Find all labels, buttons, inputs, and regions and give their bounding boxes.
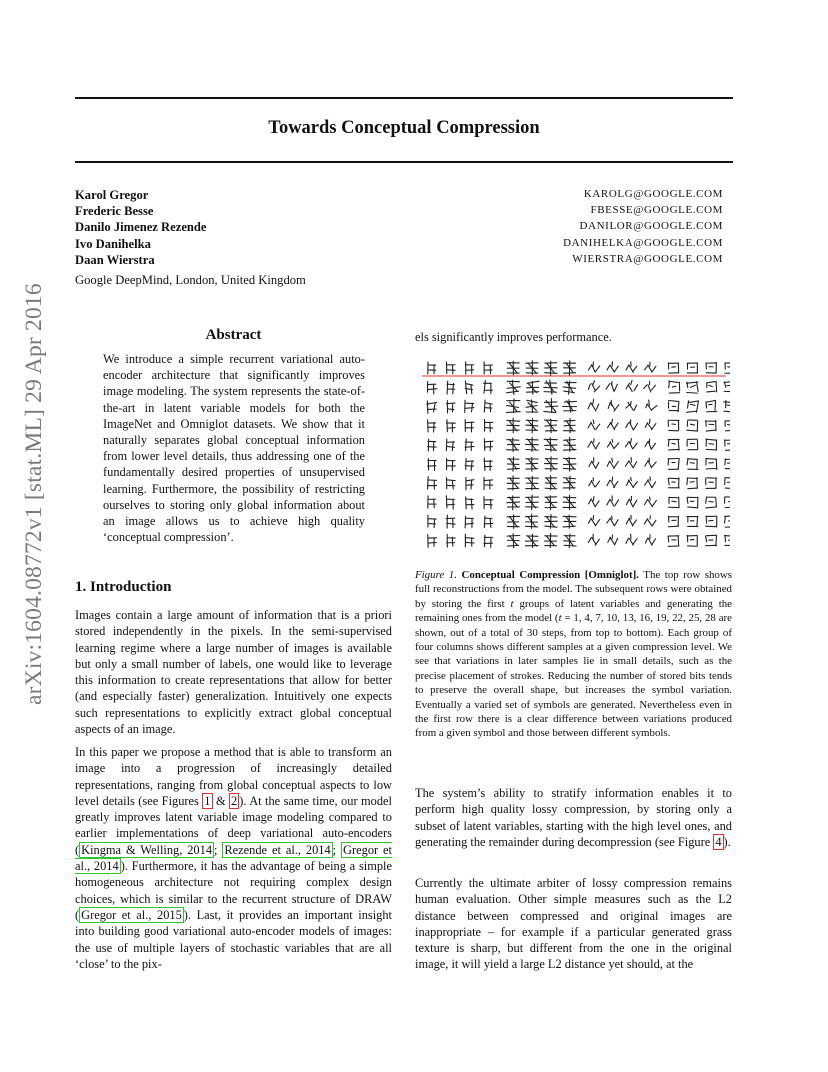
glyph-cell bbox=[668, 458, 679, 469]
citation-link[interactable]: Gregor et al., 2014 bbox=[75, 842, 392, 874]
glyph-cell bbox=[544, 419, 557, 433]
glyph-cell bbox=[484, 362, 492, 374]
glyph-cell bbox=[668, 420, 679, 431]
citation-link[interactable]: Gregor et al., 2015 bbox=[81, 907, 182, 922]
author-row bbox=[75, 204, 735, 220]
glyph-cell bbox=[607, 477, 618, 488]
abstract-heading: Abstract bbox=[205, 327, 262, 343]
glyph-cell bbox=[544, 438, 557, 451]
glyph-cell bbox=[526, 457, 538, 471]
glyph-cell bbox=[607, 516, 618, 526]
glyph-cell bbox=[668, 497, 679, 508]
author-row bbox=[75, 237, 735, 253]
glyph-cell bbox=[447, 381, 455, 394]
glyph-cell bbox=[725, 420, 730, 431]
glyph-cell bbox=[687, 401, 699, 413]
glyph-cell bbox=[645, 419, 656, 430]
glyph-cell bbox=[507, 476, 519, 490]
glyph-cell bbox=[645, 497, 657, 507]
glyph-cell bbox=[645, 458, 656, 468]
glyph-cell bbox=[465, 439, 474, 451]
glyph-cell bbox=[564, 534, 576, 548]
glyph-cell bbox=[588, 534, 599, 545]
glyph-cell bbox=[687, 536, 697, 547]
glyph-cell bbox=[626, 478, 637, 488]
glyph-cell bbox=[706, 439, 717, 450]
glyph-cell bbox=[526, 361, 538, 375]
text-span: ). bbox=[723, 834, 731, 849]
glyph-cell bbox=[428, 459, 437, 471]
glyph-cell bbox=[588, 362, 599, 372]
right-column-continuation: els significantly improves performance. bbox=[415, 330, 612, 344]
glyph-cell bbox=[706, 516, 717, 527]
text-span: The system’s ability to stratify information enables it to perform high quality lossy compression, by storing only a subset of latent variables, starting with the high level ones, and generating the remainder during decompression (see Figure bbox=[415, 786, 732, 849]
glyph-cell bbox=[645, 439, 655, 449]
glyph-cell bbox=[668, 536, 679, 546]
glyph-cell bbox=[465, 381, 472, 394]
glyph-cell bbox=[687, 478, 698, 489]
text-span: ). Furthermore, it has the advantage of being a simple homogeneous architecture not requiring complex design choices, which is similar to the recurrent structure of DRAW ( bbox=[75, 859, 392, 922]
figure-ref-link[interactable]: 2 bbox=[231, 793, 238, 808]
glyph-cell bbox=[588, 420, 600, 430]
glyph-cell bbox=[507, 457, 519, 471]
glyph-cell bbox=[626, 515, 636, 526]
glyph-cell bbox=[484, 400, 492, 412]
glyph-cell bbox=[706, 400, 717, 411]
glyph-cell bbox=[507, 534, 520, 548]
section-heading-introduction: 1. Introduction bbox=[75, 579, 172, 595]
glyph-cell bbox=[645, 535, 655, 545]
glyph-cell bbox=[484, 439, 493, 451]
glyph-cell bbox=[724, 381, 730, 392]
caption-math: = 1, 4, 7, 10, 13, 16, 19, 22, 25, 28 bbox=[561, 612, 716, 625]
glyph-cell bbox=[507, 418, 520, 433]
caption-text: groups of latent variables and generating the remaining ones from the model ( bbox=[415, 597, 732, 625]
glyph-cell bbox=[706, 478, 717, 489]
glyph-cell bbox=[465, 362, 473, 374]
glyph-cell bbox=[724, 516, 730, 527]
affiliation: Google DeepMind, London, United Kingdom bbox=[75, 273, 306, 287]
glyph-cell bbox=[668, 401, 678, 412]
glyph-cell bbox=[563, 476, 575, 490]
glyph-cell bbox=[725, 459, 730, 469]
glyph-cell bbox=[608, 419, 619, 430]
glyph-cell bbox=[428, 362, 436, 374]
glyph-cell bbox=[626, 420, 638, 430]
glyph-cell bbox=[446, 420, 455, 432]
glyph-cell bbox=[446, 515, 455, 528]
glyph-cell bbox=[465, 516, 473, 528]
glyph-cell bbox=[427, 401, 437, 414]
text-span: ). At the same time, our model greatly improves latent variable image modeling compared to earlier implementations of deep variational auto-encoders ( bbox=[75, 793, 392, 857]
glyph-cell bbox=[465, 420, 474, 432]
glyph-cell bbox=[706, 459, 717, 470]
glyph-cell bbox=[607, 458, 618, 468]
glyph-cell bbox=[428, 535, 437, 548]
glyph-cell bbox=[626, 380, 638, 391]
right-paragraph-1 bbox=[415, 785, 732, 850]
glyph-cell bbox=[725, 497, 730, 508]
author-name: Ivo Danihelka bbox=[75, 236, 151, 251]
glyph-cell bbox=[526, 495, 539, 510]
glyph-cell bbox=[626, 362, 637, 372]
glyph-cell bbox=[484, 458, 492, 470]
glyph-cell bbox=[725, 440, 730, 451]
glyph-cell bbox=[507, 496, 520, 510]
glyph-cell bbox=[687, 439, 698, 449]
author-name: Frederic Besse bbox=[75, 204, 154, 219]
title-bottom-rule bbox=[75, 161, 733, 163]
glyph-cell bbox=[607, 439, 618, 448]
glyph-cell bbox=[687, 516, 698, 526]
glyph-cell bbox=[545, 496, 557, 510]
glyph-cell bbox=[645, 362, 656, 372]
author-row bbox=[75, 188, 735, 204]
glyph-cell bbox=[484, 381, 493, 394]
glyph-cell bbox=[507, 515, 519, 529]
glyph-cell bbox=[706, 535, 717, 545]
figure-ref-link[interactable]: 1 bbox=[204, 793, 211, 808]
glyph-cell bbox=[484, 497, 493, 509]
intro-paragraph-2 bbox=[75, 744, 392, 972]
text-span: ; bbox=[332, 842, 342, 857]
author-name: Danilo Jimenez Rezende bbox=[75, 220, 207, 235]
glyph-cell bbox=[446, 401, 455, 413]
glyph-cell bbox=[686, 382, 698, 393]
glyph-cell bbox=[588, 439, 599, 449]
author-email[interactable]: DANIHELKA@GOOGLE.COM bbox=[563, 236, 723, 249]
author-name: Karol Gregor bbox=[75, 188, 149, 202]
glyph-cell bbox=[484, 477, 493, 489]
glyph-cell bbox=[645, 477, 656, 488]
glyph-cell bbox=[447, 534, 456, 547]
author-email[interactable]: FBESSE@GOOGLE.COM bbox=[590, 204, 723, 217]
glyph-cell bbox=[706, 363, 716, 373]
glyph-grid-svg bbox=[418, 356, 730, 548]
author-row bbox=[75, 220, 735, 236]
glyph-cell bbox=[563, 515, 576, 528]
figure-1-omniglot-grid bbox=[418, 356, 730, 548]
glyph-cell bbox=[526, 400, 538, 413]
author-row bbox=[75, 253, 735, 269]
glyph-cell bbox=[466, 478, 474, 490]
glyph-cell bbox=[563, 437, 576, 451]
arxiv-stamp[interactable]: arXiv:1604.08772v1 [stat.ML] 29 Apr 2016 bbox=[21, 283, 47, 705]
glyph-cell bbox=[588, 399, 599, 411]
glyph-cell bbox=[563, 400, 577, 413]
author-name: Daan Wierstra bbox=[75, 252, 155, 267]
glyph-cell bbox=[544, 399, 558, 413]
glyph-cell bbox=[447, 362, 456, 374]
glyph-cell bbox=[687, 459, 698, 470]
glyph-cell bbox=[608, 400, 619, 411]
glyph-cell bbox=[506, 399, 520, 413]
author-email[interactable]: KAROLG@GOOGLE.COM bbox=[583, 188, 723, 200]
glyph-cell bbox=[466, 497, 474, 509]
glyph-cell bbox=[465, 534, 474, 547]
glyph-cell bbox=[544, 457, 557, 471]
glyph-cell bbox=[507, 380, 521, 394]
glyph-cell bbox=[507, 361, 519, 375]
glyph-cell bbox=[668, 363, 678, 373]
glyph-cell bbox=[706, 420, 716, 431]
glyph-cell bbox=[484, 535, 493, 547]
glyph-cell bbox=[428, 496, 436, 508]
text-span: In this paper we propose a method that is able to transform an image into a progression of increasingly detailed representations, ranging from global conceptual aspects to low level details (see Figures bbox=[75, 745, 392, 808]
figure-ref-link[interactable]: 4 bbox=[715, 834, 722, 849]
glyph-cell bbox=[545, 476, 557, 490]
caption-label: Figure 1. bbox=[415, 569, 457, 581]
glyph-cell bbox=[563, 381, 576, 394]
caption-title: Conceptual Compression [Omniglot]. bbox=[461, 569, 639, 581]
glyph-cell bbox=[687, 497, 698, 508]
glyph-cell bbox=[626, 496, 637, 506]
caption-math: t bbox=[510, 597, 514, 610]
glyph-cell bbox=[706, 381, 716, 392]
glyph-cell bbox=[724, 400, 730, 412]
glyph-cell bbox=[725, 363, 730, 373]
glyph-cell bbox=[687, 420, 698, 431]
glyph-cell bbox=[485, 419, 493, 431]
caption-math: t bbox=[558, 612, 562, 625]
glyph-cell bbox=[725, 478, 730, 489]
glyph-cell bbox=[447, 458, 456, 470]
glyph-cell bbox=[625, 458, 636, 468]
citation-link[interactable]: Rezende et al., 2014 bbox=[224, 842, 331, 857]
abstract-text: We introduce a simple recurrent variational auto-encoder architecture that significantly improves image modeling. The system represents the state-of-the-art in latent variable models for both the ImageNet and Omniglot datasets. We show that it naturally separates global conceptual information from lower level details, thus addressing one of the fundamentally desired properties of unsupervised learning. Furthermore, the possibility of restricting ourselves to storing only global information about an image allows us to achieve high quality ‘conceptual compression’. bbox=[103, 352, 365, 545]
glyph-cell bbox=[669, 381, 680, 393]
right-paragraph-2: Currently the ultimate arbiter of lossy compression remains human evaluation. Other simple measures such as the L2 distance between compressed and original images are inappropriate – for example if a particular generated grass texture is sharp, but different from the one in the original image, it will yield a large L2 distance yet should, at the bbox=[415, 876, 732, 972]
intro-paragraph-1: Images contain a large amount of information that is a priori stored independently in the pixels. In the semi-supervised learning regime where a large number of images is available but only a small number of labels, one would like to leverage this information to create representations that allow for better (and especially faster) generalization. Intuitively one expects such representations to explicitly extract global conceptual aspects of an image. bbox=[75, 608, 392, 737]
glyph-cell bbox=[465, 458, 474, 470]
author-list bbox=[75, 188, 735, 269]
glyph-cell bbox=[626, 401, 637, 410]
glyph-cell bbox=[606, 382, 617, 392]
glyph-cell bbox=[427, 382, 437, 394]
glyph-cell bbox=[687, 363, 697, 373]
text-span: & bbox=[212, 793, 230, 808]
glyph-cell bbox=[427, 477, 436, 489]
glyph-cell bbox=[668, 439, 679, 450]
glyph-cell bbox=[526, 437, 539, 451]
glyph-cell bbox=[527, 381, 540, 394]
glyph-cell bbox=[608, 535, 618, 545]
glyph-cell bbox=[626, 534, 637, 545]
glyph-cell bbox=[563, 495, 576, 510]
glyph-cell bbox=[484, 516, 493, 528]
glyph-cell bbox=[563, 457, 576, 471]
glyph-cell bbox=[446, 478, 455, 489]
text-span: ; bbox=[214, 842, 223, 857]
glyph-cell bbox=[465, 400, 474, 412]
top-rule bbox=[75, 97, 733, 99]
glyph-cell bbox=[564, 418, 576, 432]
citation-link[interactable]: Kingma & Welling, 2014 bbox=[81, 842, 213, 857]
caption-text: are shown, out of a total of 30 steps, from top to bottom). Each group of four columns shows different samples at a given compression level. We see that variations in later samples lie in small details, such as the precise placement of strokes. Reducing the number of stored bits tends to preserve the overall shape, but increases the symbol variation. Eventually a varied set of symbols are generated. Nevertheless even in the first row there is a clear difference between variations produced from a given symbol and those between different symbols. bbox=[415, 612, 732, 740]
glyph-cell bbox=[446, 439, 454, 451]
glyph-cell bbox=[428, 439, 437, 451]
glyph-cell bbox=[668, 516, 678, 527]
glyph-cell bbox=[446, 496, 454, 509]
glyph-cell bbox=[668, 478, 679, 488]
author-email[interactable]: WIERSTRA@GOOGLE.COM bbox=[572, 252, 723, 265]
glyph-cell bbox=[644, 381, 656, 391]
glyph-cell bbox=[525, 534, 538, 548]
glyph-cell bbox=[545, 361, 557, 375]
figure-1-caption bbox=[415, 568, 732, 741]
text-span: ). Last, it provides an important insight into building good variational auto-encoder models of images: the use of multiple layers of stochastic variables that are all ‘close’ to the pix- bbox=[75, 907, 393, 971]
author-email[interactable]: DANILOR@GOOGLE.COM bbox=[579, 220, 723, 233]
paper-title: Towards Conceptual Compression bbox=[268, 118, 540, 138]
glyph-cell bbox=[545, 515, 557, 529]
glyph-cell bbox=[589, 458, 599, 469]
glyph-cell bbox=[646, 400, 657, 410]
glyph-cell bbox=[589, 478, 600, 487]
glyph-cell bbox=[544, 380, 558, 394]
glyph-cell bbox=[526, 419, 538, 433]
caption-text: The top row shows full reconstructions from the model. The subsequent rows were obtained by storing the first bbox=[415, 569, 732, 610]
glyph-cell bbox=[706, 497, 717, 508]
glyph-cell bbox=[525, 514, 537, 528]
glyph-cell bbox=[588, 381, 599, 392]
glyph-cell bbox=[644, 516, 656, 526]
glyph-cell bbox=[607, 362, 618, 372]
glyph-cell bbox=[428, 420, 436, 432]
glyph-cell bbox=[589, 497, 599, 507]
glyph-cell bbox=[507, 438, 520, 451]
glyph-cell bbox=[563, 361, 575, 375]
glyph-cell bbox=[724, 535, 730, 546]
glyph-cell bbox=[526, 476, 539, 490]
glyph-cell bbox=[607, 496, 619, 506]
glyph-cell bbox=[545, 534, 557, 548]
glyph-cell bbox=[428, 515, 436, 527]
glyph-cell bbox=[626, 439, 638, 449]
glyph-cell bbox=[588, 515, 599, 525]
